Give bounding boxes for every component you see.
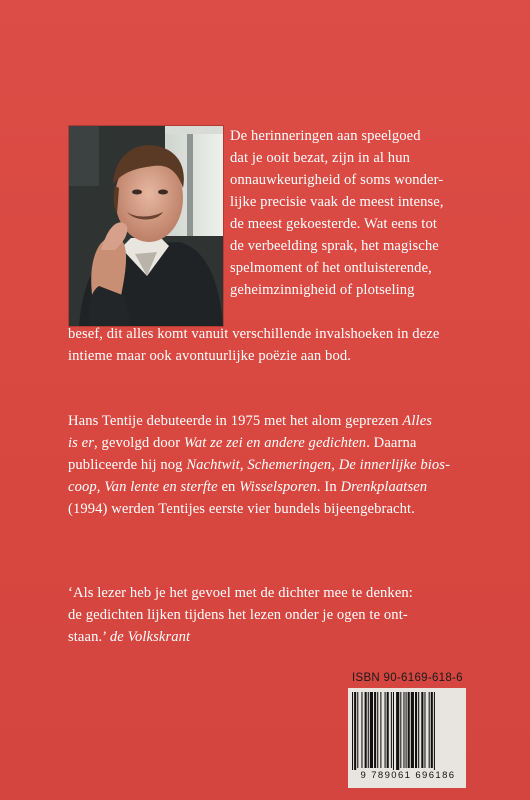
book-title: Alles bbox=[402, 413, 433, 429]
blurb-paragraph bbox=[230, 125, 475, 301]
bio-text: publiceerde hij nog bbox=[68, 457, 187, 473]
quote-line: staan.’ bbox=[68, 629, 110, 645]
blurb-line: spelmoment of het ontluisterende, bbox=[230, 260, 432, 276]
barcode-bar bbox=[408, 692, 410, 768]
bio-text: , bbox=[331, 457, 339, 473]
quote-line: ‘Als lezer heb je het gevoel met de dichter mee te denken: bbox=[68, 585, 413, 601]
barcode-bar bbox=[377, 692, 378, 768]
blurb-line: De herinneringen aan speelgoed bbox=[230, 128, 421, 144]
book-title: De innerlijke bios- bbox=[338, 457, 451, 473]
barcode-bar bbox=[421, 692, 423, 768]
bio-text: (1994) werden Tentijes eerste vier bundels bijeengebracht. bbox=[68, 501, 415, 517]
quote-source: de Volkskrant bbox=[109, 629, 191, 645]
quote-line: de gedichten lijken tijdens het lezen onder je ogen te ont- bbox=[68, 607, 408, 623]
barcode-bar bbox=[418, 692, 419, 768]
blurb-line: de meest gekoesterde. Wat eens tot bbox=[230, 216, 438, 232]
barcode-bar bbox=[424, 692, 425, 768]
book-title: Nachtwit bbox=[186, 457, 240, 473]
bio-text: . Daarna bbox=[366, 435, 417, 451]
press-quote bbox=[68, 582, 488, 648]
blurb-line: geheimzinnigheid of plotseling bbox=[230, 282, 415, 298]
barcode-bar bbox=[352, 692, 353, 772]
barcode-bar bbox=[365, 692, 367, 768]
bio-text: , bbox=[239, 457, 248, 473]
author-photo bbox=[68, 125, 224, 327]
barcode-bar bbox=[370, 692, 373, 768]
blurb-line: besef, dit alles komt vanuit verschillende invalshoeken in deze bbox=[68, 326, 440, 342]
barcode-bar bbox=[385, 692, 386, 768]
barcode-bar bbox=[400, 692, 401, 768]
barcode-bar bbox=[396, 692, 399, 772]
barcode-digits: 9 789061 696186 bbox=[352, 770, 464, 781]
blurb-continuation bbox=[68, 323, 488, 367]
barcode-bar bbox=[434, 692, 435, 772]
barcode-bar bbox=[431, 692, 433, 768]
book-title: is er bbox=[68, 435, 95, 451]
barcode-bar bbox=[415, 692, 417, 768]
book-title: coop bbox=[68, 479, 97, 495]
book-title: Schemeringen bbox=[247, 457, 332, 473]
isbn-label: ISBN 90-6169-618-6 bbox=[352, 672, 463, 684]
barcode-bar bbox=[354, 692, 356, 772]
blurb-line: lijke precisie vaak de meest intense, bbox=[230, 194, 444, 210]
bio-text: , bbox=[96, 479, 105, 495]
book-title: Wisselsporen bbox=[239, 479, 317, 495]
bio-text: Hans Tentije debuteerde in 1975 met het alom geprezen bbox=[68, 413, 403, 429]
bio-text: . In bbox=[316, 479, 341, 495]
bio-text: , gevolgd door bbox=[94, 435, 184, 451]
barcode-bar bbox=[357, 692, 358, 768]
barcode-bar bbox=[374, 692, 376, 768]
blurb-line: dat je ooit bezat, zijn in al hun bbox=[230, 150, 410, 166]
barcode-bar bbox=[380, 692, 381, 768]
barcode-bar bbox=[411, 692, 414, 768]
blurb-line: intieme maar ook avontuurlijke poëzie aan bod. bbox=[68, 348, 351, 364]
barcode-bar bbox=[368, 692, 369, 768]
barcode-bar bbox=[406, 692, 407, 768]
barcode-bar bbox=[403, 692, 404, 768]
blurb-line: onnauwkeurigheid of soms wonder- bbox=[230, 172, 444, 188]
bio-text: en bbox=[217, 479, 240, 495]
bio-paragraph bbox=[68, 410, 488, 520]
book-title: Drenkplaatsen bbox=[340, 479, 428, 495]
book-title: Van lente en sterfte bbox=[104, 479, 218, 495]
barcode-bar bbox=[429, 692, 430, 768]
barcode-bar bbox=[391, 692, 392, 768]
blurb-line: de verbeelding sprak, het magische bbox=[230, 238, 439, 254]
barcode-bar bbox=[387, 692, 389, 768]
barcode-bar bbox=[393, 692, 394, 772]
book-title: Wat ze zei en andere gedichten bbox=[183, 435, 367, 451]
barcode-bar bbox=[361, 692, 362, 768]
